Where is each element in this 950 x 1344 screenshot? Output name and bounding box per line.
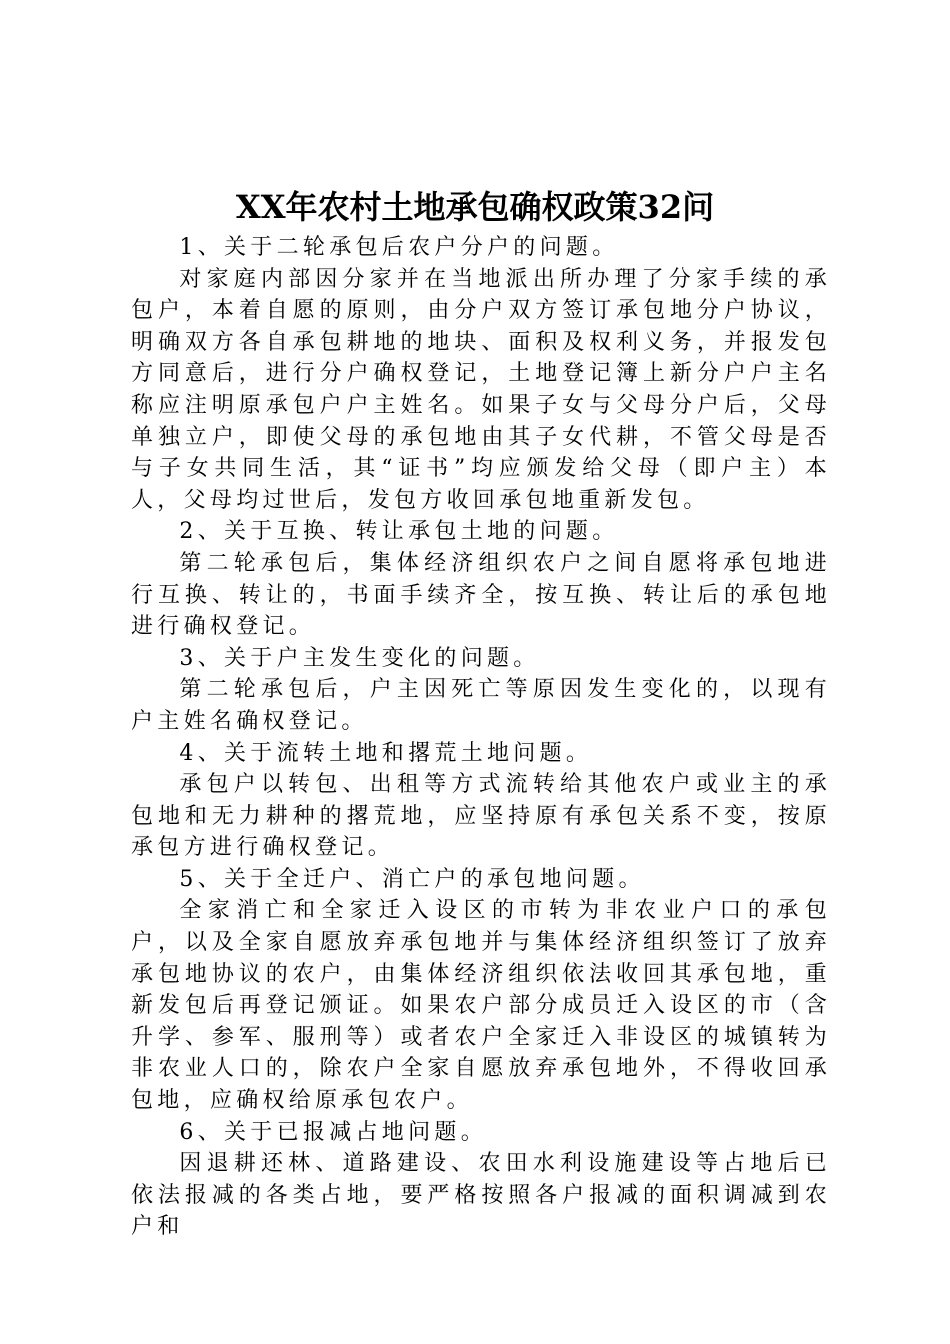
section-heading-3: 3、关于户主发生变化的问题。	[179, 645, 540, 671]
section-body-1: 对家庭内部因分家并在当地派出所办理了分家手续的承包户，本着自愿的原则，由分户双方签订承包地分户协议，明确双方各自承包耕地的地块、面积及权利义务，并报发包方同意后，进行分户确权登记，土地登记簿上新分户户主名称应注明原承包户户主姓名。如果子女与父母分户后，父母单独立户，即使父母的承包地由其子女代耕，不管父母是否与子女共同生活，其“证书”均应颁发给父母（即户主）本人，父母均过世后，发包方收回承包地重新发包。	[131, 266, 831, 513]
section-heading-2: 2、关于互换、转让承包土地的问题。	[179, 519, 619, 545]
section-body-6: 因退耕还林、道路建设、农田水利设施建设等占地后已依法报减的各类占地，要严格按照各户报减的面积调减到农户和	[131, 1151, 831, 1240]
section-body-2: 第二轮承包后，集体经济组织农户之间自愿将承包地进行互换、转让的，书面手续齐全，按互换、转让后的承包地进行确权登记。	[131, 550, 831, 640]
document-title: XX年农村土地承包确权政策32问	[235, 188, 715, 226]
section-body-4: 承包户以转包、出租等方式流转给其他农户或业主的承包地和无力耕种的撂荒地，应坚持原有承包关系不变，按原承包方进行确权登记。	[131, 772, 831, 861]
section-body-3: 第二轮承包后，户主因死亡等原因发生变化的，以现有户主姓名确权登记。	[131, 677, 831, 734]
section-heading-4: 4、关于流转土地和撂荒土地问题。	[179, 740, 593, 766]
section-heading-5: 5、关于全迁户、消亡户的承包地问题。	[179, 866, 645, 892]
section-heading-6: 6、关于已报减占地问题。	[179, 1119, 487, 1145]
section-body-5: 全家消亡和全家迁入设区的市转为非农业户口的承包户，以及全家自愿放弃承包地并与集体经济组织签订了放弃承包地协议的农户，由集体经济组织依法收回其承包地，重新发包后再登记颁证。如果农户部分成员迁入设区的市（含升学、参军、服刑等）或者农户全家迁入非设区的城镇转为非农业人口的，除农户全家自愿放弃承包地外，不得收回承包地，应确权给原承包农户。	[131, 898, 831, 1114]
document-body	[131, 232, 831, 1243]
section-heading-1: 1、关于二轮承包后农户分户的问题。	[179, 235, 619, 260]
